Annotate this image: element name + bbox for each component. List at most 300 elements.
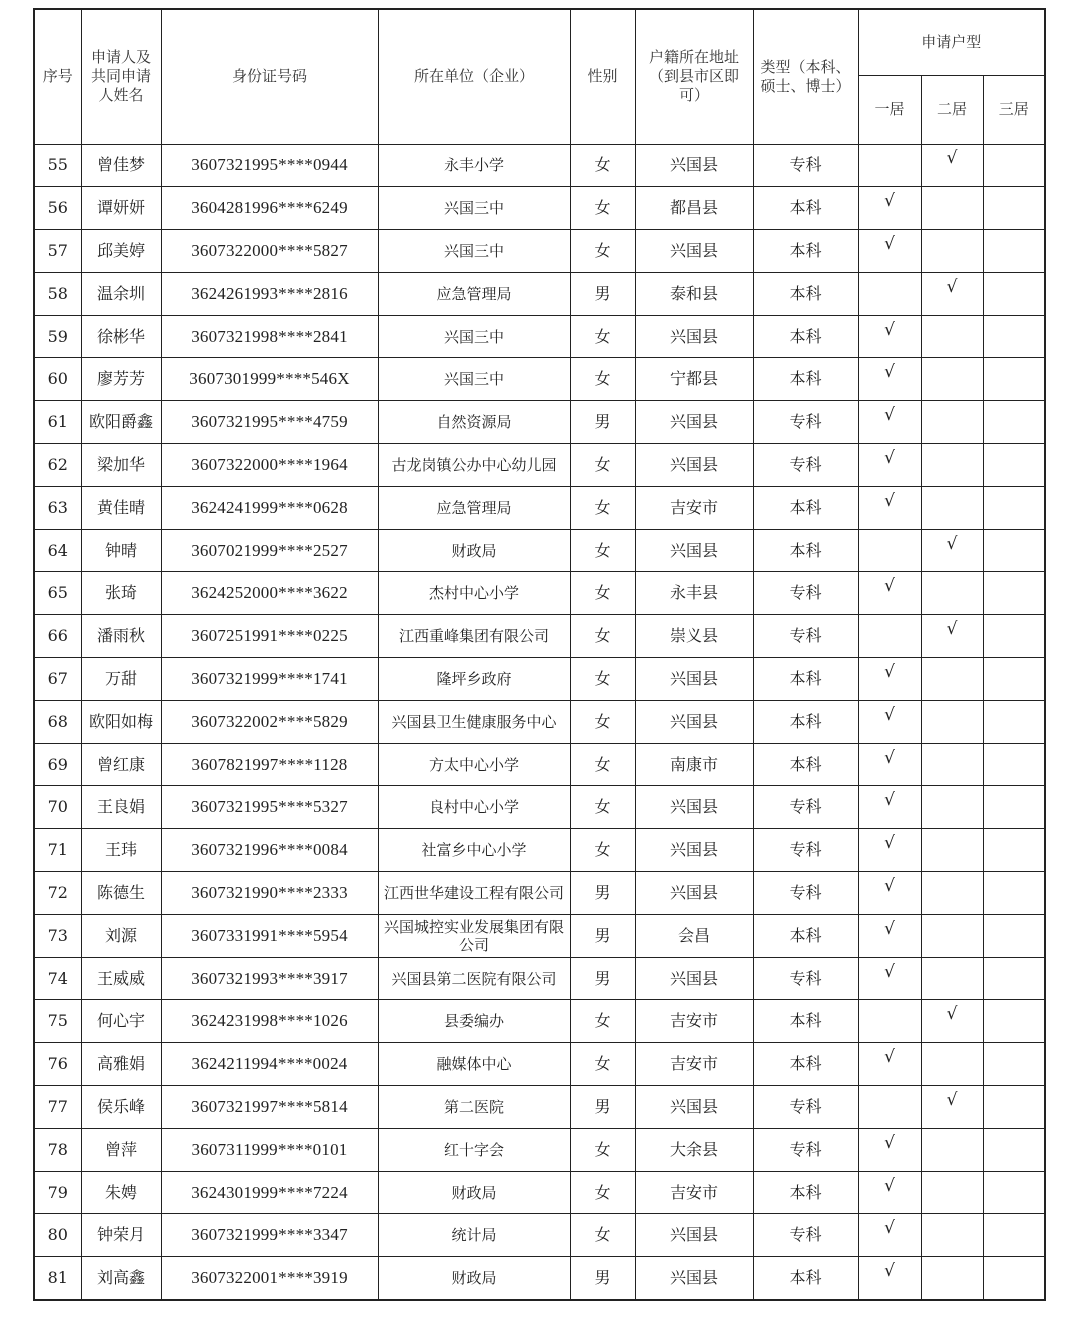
cell-degree: 专科 — [753, 401, 858, 444]
cell-name: 黄佳晴 — [81, 486, 161, 529]
cell-seq: 68 — [34, 700, 81, 743]
cell-hukou: 兴国县 — [635, 829, 753, 872]
cell-degree: 本科 — [753, 1000, 858, 1043]
cell-hukou: 吉安市 — [635, 1043, 753, 1086]
cell-unit: 兴国三中 — [378, 358, 570, 401]
table-row — [34, 1000, 1045, 1043]
cell-name: 朱娉 — [81, 1171, 161, 1214]
cell-name: 王威威 — [81, 957, 161, 1000]
cell-id-number: 3607311999****0101 — [161, 1128, 378, 1171]
table-row — [34, 829, 1045, 872]
cell-hukou: 兴国县 — [635, 444, 753, 487]
cell-hukou: 兴国县 — [635, 872, 753, 915]
cell-degree: 本科 — [753, 529, 858, 572]
cell-gender: 男 — [570, 1086, 635, 1129]
cell-name: 欧阳爵鑫 — [81, 401, 161, 444]
cell-type-2 — [921, 1257, 983, 1300]
cell-gender: 女 — [570, 700, 635, 743]
cell-degree: 本科 — [753, 700, 858, 743]
table-row — [34, 1171, 1045, 1214]
cell-id-number: 3624211994****0024 — [161, 1043, 378, 1086]
cell-hukou: 兴国县 — [635, 1086, 753, 1129]
cell-degree: 本科 — [753, 230, 858, 273]
cell-type-3 — [983, 743, 1045, 786]
cell-gender: 女 — [570, 444, 635, 487]
cell-type-3 — [983, 1043, 1045, 1086]
cell-id-number: 3607322000****5827 — [161, 230, 378, 273]
cell-seq: 73 — [34, 914, 81, 957]
cell-gender: 女 — [570, 743, 635, 786]
cell-seq: 71 — [34, 829, 81, 872]
cell-degree: 本科 — [753, 658, 858, 701]
cell-id-number: 3607301999****546X — [161, 358, 378, 401]
check-mark-icon: √ — [884, 233, 895, 254]
cell-name: 陈德生 — [81, 872, 161, 915]
cell-gender: 男 — [570, 272, 635, 315]
cell-type-2 — [921, 230, 983, 273]
table-row — [34, 743, 1045, 786]
cell-degree: 专科 — [753, 1086, 858, 1129]
cell-name: 王玮 — [81, 829, 161, 872]
cell-type-2 — [921, 1043, 983, 1086]
cell-seq: 78 — [34, 1128, 81, 1171]
cell-type-3 — [983, 1257, 1045, 1300]
table-row — [34, 957, 1045, 1000]
cell-id-number: 3624301999****7224 — [161, 1171, 378, 1214]
header-degree: 类型（本科、硕士、博士） — [753, 9, 858, 144]
cell-seq: 61 — [34, 401, 81, 444]
cell-degree: 本科 — [753, 1257, 858, 1300]
cell-id-number: 3607321997****5814 — [161, 1086, 378, 1129]
cell-type-3 — [983, 1128, 1045, 1171]
cell-name: 曾红康 — [81, 743, 161, 786]
check-mark-icon: √ — [884, 490, 895, 511]
check-mark-icon: √ — [884, 661, 895, 682]
cell-hukou: 兴国县 — [635, 315, 753, 358]
check-mark-icon: √ — [884, 833, 895, 854]
cell-id-number: 3607321996****0084 — [161, 829, 378, 872]
cell-unit: 江西重峰集团有限公司 — [378, 615, 570, 658]
cell-unit: 融媒体中心 — [378, 1043, 570, 1086]
cell-hukou: 兴国县 — [635, 786, 753, 829]
cell-type-1 — [858, 529, 921, 572]
cell-type-2 — [921, 315, 983, 358]
cell-unit: 江西世华建设工程有限公司 — [378, 872, 570, 915]
cell-gender: 女 — [570, 658, 635, 701]
cell-degree: 本科 — [753, 272, 858, 315]
cell-type-3 — [983, 358, 1045, 401]
cell-name: 侯乐峰 — [81, 1086, 161, 1129]
cell-type-3 — [983, 187, 1045, 230]
cell-seq: 67 — [34, 658, 81, 701]
cell-seq: 79 — [34, 1171, 81, 1214]
cell-type-1 — [858, 700, 921, 743]
cell-gender: 女 — [570, 529, 635, 572]
cell-type-1 — [858, 1257, 921, 1300]
cell-name: 温余圳 — [81, 272, 161, 315]
cell-seq: 70 — [34, 786, 81, 829]
cell-type-2 — [921, 272, 983, 315]
cell-id-number: 3607322001****3919 — [161, 1257, 378, 1300]
cell-gender: 女 — [570, 144, 635, 187]
table-row — [34, 615, 1045, 658]
cell-gender: 女 — [570, 1043, 635, 1086]
cell-type-3 — [983, 700, 1045, 743]
cell-gender: 男 — [570, 914, 635, 957]
cell-name: 张琦 — [81, 572, 161, 615]
check-mark-icon: √ — [884, 961, 895, 982]
cell-type-2 — [921, 829, 983, 872]
cell-unit: 兴国县卫生健康服务中心 — [378, 700, 570, 743]
cell-gender: 女 — [570, 1128, 635, 1171]
cell-seq: 77 — [34, 1086, 81, 1129]
cell-name: 高雅娟 — [81, 1043, 161, 1086]
cell-gender: 男 — [570, 1257, 635, 1300]
cell-type-1 — [858, 272, 921, 315]
cell-gender: 女 — [570, 486, 635, 529]
table-row — [34, 272, 1045, 315]
cell-type-1 — [858, 315, 921, 358]
cell-unit: 兴国三中 — [378, 230, 570, 273]
check-mark-icon: √ — [946, 619, 958, 640]
cell-type-3 — [983, 486, 1045, 529]
table-body — [34, 144, 1045, 1300]
cell-unit: 县委编办 — [378, 1000, 570, 1043]
cell-degree: 专科 — [753, 1128, 858, 1171]
cell-gender: 女 — [570, 230, 635, 273]
cell-type-3 — [983, 829, 1045, 872]
cell-id-number: 3607821997****1128 — [161, 743, 378, 786]
cell-type-2 — [921, 1171, 983, 1214]
cell-unit: 兴国城控实业发展集团有限公司 — [378, 914, 570, 957]
cell-type-3 — [983, 401, 1045, 444]
cell-degree: 专科 — [753, 872, 858, 915]
cell-unit: 永丰小学 — [378, 144, 570, 187]
table-row — [34, 401, 1045, 444]
cell-type-2 — [921, 700, 983, 743]
table-row — [34, 187, 1045, 230]
cell-type-1 — [858, 957, 921, 1000]
cell-degree: 本科 — [753, 1171, 858, 1214]
cell-id-number: 3604281996****6249 — [161, 187, 378, 230]
cell-type-2 — [921, 786, 983, 829]
cell-type-1 — [858, 1000, 921, 1043]
cell-name: 王良娟 — [81, 786, 161, 829]
cell-seq: 66 — [34, 615, 81, 658]
cell-id-number: 3607321999****1741 — [161, 658, 378, 701]
cell-gender: 女 — [570, 187, 635, 230]
cell-name: 廖芳芳 — [81, 358, 161, 401]
cell-type-2 — [921, 572, 983, 615]
cell-id-number: 3607321993****3917 — [161, 957, 378, 1000]
cell-seq: 62 — [34, 444, 81, 487]
cell-id-number: 3607321999****3347 — [161, 1214, 378, 1257]
header-unit: 所在单位（企业） — [378, 9, 570, 144]
cell-unit: 社富乡中心小学 — [378, 829, 570, 872]
cell-type-1 — [858, 1043, 921, 1086]
cell-degree: 本科 — [753, 914, 858, 957]
cell-id-number: 3607322000****1964 — [161, 444, 378, 487]
cell-id-number: 3607321998****2841 — [161, 315, 378, 358]
cell-type-3 — [983, 529, 1045, 572]
cell-type-1 — [858, 743, 921, 786]
cell-degree: 专科 — [753, 786, 858, 829]
cell-type-3 — [983, 272, 1045, 315]
applicant-table — [33, 8, 1046, 1301]
check-mark-icon: √ — [884, 704, 895, 725]
cell-hukou: 兴国县 — [635, 230, 753, 273]
cell-degree: 专科 — [753, 957, 858, 1000]
header-gender: 性别 — [570, 9, 635, 144]
cell-degree: 本科 — [753, 743, 858, 786]
cell-hukou: 南康市 — [635, 743, 753, 786]
check-mark-icon: √ — [884, 790, 895, 811]
cell-unit: 隆坪乡政府 — [378, 658, 570, 701]
cell-degree: 专科 — [753, 1214, 858, 1257]
cell-id-number: 3607322002****5829 — [161, 700, 378, 743]
table-row — [34, 444, 1045, 487]
header-seq: 序号 — [34, 9, 81, 144]
table-row — [34, 872, 1045, 915]
cell-type-3 — [983, 914, 1045, 957]
cell-degree: 本科 — [753, 187, 858, 230]
cell-type-3 — [983, 1171, 1045, 1214]
cell-hukou: 吉安市 — [635, 1000, 753, 1043]
cell-name: 何心宇 — [81, 1000, 161, 1043]
cell-type-3 — [983, 315, 1045, 358]
cell-seq: 75 — [34, 1000, 81, 1043]
cell-unit: 杰村中心小学 — [378, 572, 570, 615]
cell-type-1 — [858, 1214, 921, 1257]
table-row — [34, 658, 1045, 701]
cell-type-3 — [983, 572, 1045, 615]
cell-unit: 自然资源局 — [378, 401, 570, 444]
cell-degree: 本科 — [753, 1043, 858, 1086]
check-mark-icon: √ — [946, 276, 958, 297]
check-mark-icon: √ — [884, 918, 895, 939]
cell-hukou: 兴国县 — [635, 1257, 753, 1300]
cell-type-2 — [921, 658, 983, 701]
table-row — [34, 1214, 1045, 1257]
cell-id-number: 3607321995****4759 — [161, 401, 378, 444]
check-mark-icon: √ — [884, 1132, 895, 1153]
cell-degree: 专科 — [753, 144, 858, 187]
cell-type-2 — [921, 1128, 983, 1171]
table-row — [34, 914, 1045, 957]
cell-type-1 — [858, 829, 921, 872]
cell-type-2 — [921, 444, 983, 487]
cell-unit: 良村中心小学 — [378, 786, 570, 829]
cell-hukou: 大余县 — [635, 1128, 753, 1171]
check-mark-icon: √ — [946, 1004, 958, 1025]
cell-seq: 63 — [34, 486, 81, 529]
cell-name: 谭妍妍 — [81, 187, 161, 230]
cell-hukou: 永丰县 — [635, 572, 753, 615]
cell-type-3 — [983, 957, 1045, 1000]
cell-hukou: 吉安市 — [635, 1171, 753, 1214]
header-apply-type: 申请户型 — [858, 9, 1045, 75]
table-header — [34, 9, 1045, 144]
table-row — [34, 786, 1045, 829]
cell-type-2 — [921, 957, 983, 1000]
cell-unit: 统计局 — [378, 1214, 570, 1257]
cell-gender: 女 — [570, 1214, 635, 1257]
cell-name: 曾佳梦 — [81, 144, 161, 187]
table-row — [34, 1043, 1045, 1086]
check-mark-icon: √ — [884, 875, 895, 896]
cell-seq: 72 — [34, 872, 81, 915]
cell-type-1 — [858, 230, 921, 273]
cell-unit: 财政局 — [378, 529, 570, 572]
check-mark-icon: √ — [884, 1261, 895, 1282]
cell-id-number: 3624261993****2816 — [161, 272, 378, 315]
cell-type-2 — [921, 743, 983, 786]
cell-type-1 — [858, 401, 921, 444]
table-row — [34, 315, 1045, 358]
cell-gender: 女 — [570, 358, 635, 401]
cell-type-2 — [921, 529, 983, 572]
cell-name: 曾萍 — [81, 1128, 161, 1171]
cell-hukou: 兴国县 — [635, 1214, 753, 1257]
cell-type-1 — [858, 872, 921, 915]
cell-gender: 男 — [570, 401, 635, 444]
cell-type-1 — [858, 658, 921, 701]
cell-seq: 65 — [34, 572, 81, 615]
cell-name: 刘高鑫 — [81, 1257, 161, 1300]
cell-gender: 女 — [570, 1000, 635, 1043]
cell-type-1 — [858, 358, 921, 401]
check-mark-icon: √ — [884, 576, 895, 597]
cell-name: 刘源 — [81, 914, 161, 957]
cell-type-3 — [983, 786, 1045, 829]
cell-id-number: 3607321990****2333 — [161, 872, 378, 915]
cell-name: 欧阳如梅 — [81, 700, 161, 743]
cell-type-1 — [858, 1128, 921, 1171]
table-row — [34, 529, 1045, 572]
cell-name: 邱美婷 — [81, 230, 161, 273]
cell-hukou: 兴国县 — [635, 700, 753, 743]
header-name: 申请人及共同申请人姓名 — [81, 9, 161, 144]
cell-hukou: 泰和县 — [635, 272, 753, 315]
cell-seq: 60 — [34, 358, 81, 401]
cell-gender: 女 — [570, 315, 635, 358]
cell-hukou: 宁都县 — [635, 358, 753, 401]
cell-degree: 本科 — [753, 486, 858, 529]
cell-unit: 应急管理局 — [378, 486, 570, 529]
cell-seq: 58 — [34, 272, 81, 315]
cell-type-3 — [983, 1086, 1045, 1129]
cell-type-2 — [921, 914, 983, 957]
cell-type-3 — [983, 230, 1045, 273]
cell-degree: 专科 — [753, 444, 858, 487]
cell-hukou: 兴国县 — [635, 144, 753, 187]
table-row — [34, 486, 1045, 529]
check-mark-icon: √ — [884, 1047, 895, 1068]
cell-seq: 74 — [34, 957, 81, 1000]
check-mark-icon: √ — [884, 405, 895, 426]
cell-gender: 女 — [570, 615, 635, 658]
cell-gender: 男 — [570, 957, 635, 1000]
cell-type-2 — [921, 144, 983, 187]
table-row — [34, 144, 1045, 187]
cell-seq: 81 — [34, 1257, 81, 1300]
cell-name: 徐彬华 — [81, 315, 161, 358]
cell-id-number: 3607321995****0944 — [161, 144, 378, 187]
cell-gender: 女 — [570, 572, 635, 615]
check-mark-icon: √ — [884, 1218, 895, 1239]
cell-degree: 专科 — [753, 572, 858, 615]
cell-name: 钟荣月 — [81, 1214, 161, 1257]
check-mark-icon: √ — [946, 148, 958, 169]
cell-type-2 — [921, 1086, 983, 1129]
table-row — [34, 1086, 1045, 1129]
table-row — [34, 572, 1045, 615]
cell-unit: 兴国三中 — [378, 187, 570, 230]
table-row — [34, 358, 1045, 401]
check-mark-icon: √ — [884, 319, 895, 340]
table-row — [34, 230, 1045, 273]
cell-name: 万甜 — [81, 658, 161, 701]
cell-type-1 — [858, 187, 921, 230]
cell-type-1 — [858, 144, 921, 187]
cell-gender: 女 — [570, 829, 635, 872]
cell-gender: 女 — [570, 1171, 635, 1214]
cell-id-number: 3607251991****0225 — [161, 615, 378, 658]
table-row — [34, 1257, 1045, 1300]
cell-type-2 — [921, 486, 983, 529]
cell-degree: 专科 — [753, 615, 858, 658]
cell-type-2 — [921, 401, 983, 444]
cell-hukou: 崇义县 — [635, 615, 753, 658]
cell-id-number: 3607331991****5954 — [161, 914, 378, 957]
header-id: 身份证号码 — [161, 9, 378, 144]
cell-unit: 兴国县第二医院有限公司 — [378, 957, 570, 1000]
cell-type-1 — [858, 615, 921, 658]
cell-seq: 76 — [34, 1043, 81, 1086]
cell-seq: 59 — [34, 315, 81, 358]
check-mark-icon: √ — [946, 533, 958, 554]
cell-hukou: 兴国县 — [635, 529, 753, 572]
cell-type-3 — [983, 1214, 1045, 1257]
cell-name: 梁加华 — [81, 444, 161, 487]
cell-seq: 80 — [34, 1214, 81, 1257]
cell-type-2 — [921, 615, 983, 658]
cell-type-3 — [983, 615, 1045, 658]
cell-unit: 财政局 — [378, 1257, 570, 1300]
check-mark-icon: √ — [884, 447, 895, 468]
cell-id-number: 3624252000****3622 — [161, 572, 378, 615]
cell-hukou: 兴国县 — [635, 658, 753, 701]
cell-type-1 — [858, 1086, 921, 1129]
cell-unit: 古龙岗镇公办中心幼儿园 — [378, 444, 570, 487]
check-mark-icon: √ — [884, 747, 895, 768]
cell-type-3 — [983, 144, 1045, 187]
cell-type-3 — [983, 1000, 1045, 1043]
header-type-1: 一居 — [858, 75, 921, 144]
cell-type-2 — [921, 1214, 983, 1257]
cell-degree: 本科 — [753, 358, 858, 401]
cell-type-2 — [921, 872, 983, 915]
check-mark-icon: √ — [884, 191, 895, 212]
cell-id-number: 3624241999****0628 — [161, 486, 378, 529]
cell-type-1 — [858, 486, 921, 529]
cell-hukou: 都昌县 — [635, 187, 753, 230]
cell-seq: 56 — [34, 187, 81, 230]
cell-seq: 57 — [34, 230, 81, 273]
cell-hukou: 兴国县 — [635, 401, 753, 444]
cell-type-3 — [983, 444, 1045, 487]
cell-type-3 — [983, 658, 1045, 701]
